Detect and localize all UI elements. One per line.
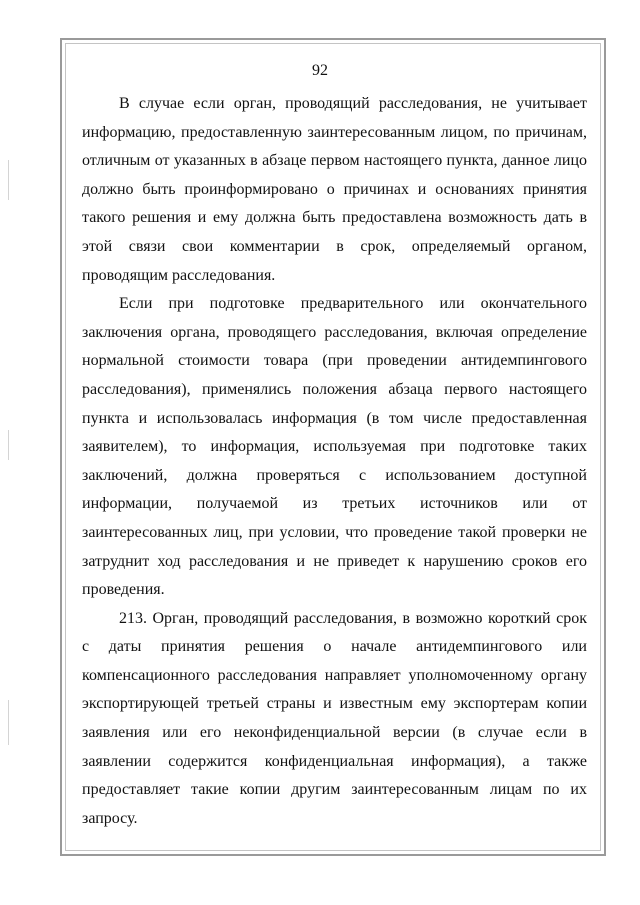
document-body [82, 90, 587, 833]
scan-edge-marks [8, 0, 10, 905]
page-number: 92 [312, 62, 328, 79]
paragraph-1: В случае если орган, проводящий расследования, не учитывает информацию, предоставленную заинтересованным лицом, по причинам, отличным от указанных в абзаце первом настоящего пункта, данное лицо должно быть проинформировано о причинах и основаниях принятия такого решения и ему должна быть предоставлена возможность дать в этой связи свои комментарии в срок, определяемый органом, проводящим расследования. [82, 95, 587, 284]
paragraph-3: 213. Орган, проводящий расследования, в возможно короткий срок с даты принятия решения о начале антидемпингового или компенсационного расследования направляет уполномоченному органу экспортирующей третьей страны и известным ему экспортерам копии заявления или его неконфиденциальной версии (в случае если в заявлении содержится конфиденциальная информация), а также предоставляет такие копии другим заинтересованным лицам по их запросу. [82, 609, 587, 827]
paragraph-2: Если при подготовке предварительного или окончательного заключения органа, проводящего расследования, включая определение нормальной стоимости товара (при проведении антидемпингового расследования), применялись положения абзаца первого настоящего пункта и использовалась информация (в том числе предоставленная заявителем), то информация, используемая при подготовке таких заключений, должна проверяться с использованием доступной информации, получаемой из третьих источников или от заинтересованных лиц, при условии, что проведение такой проверки не затруднит ход расследования и не приведет к нарушению сроков его проведения. [82, 295, 587, 599]
